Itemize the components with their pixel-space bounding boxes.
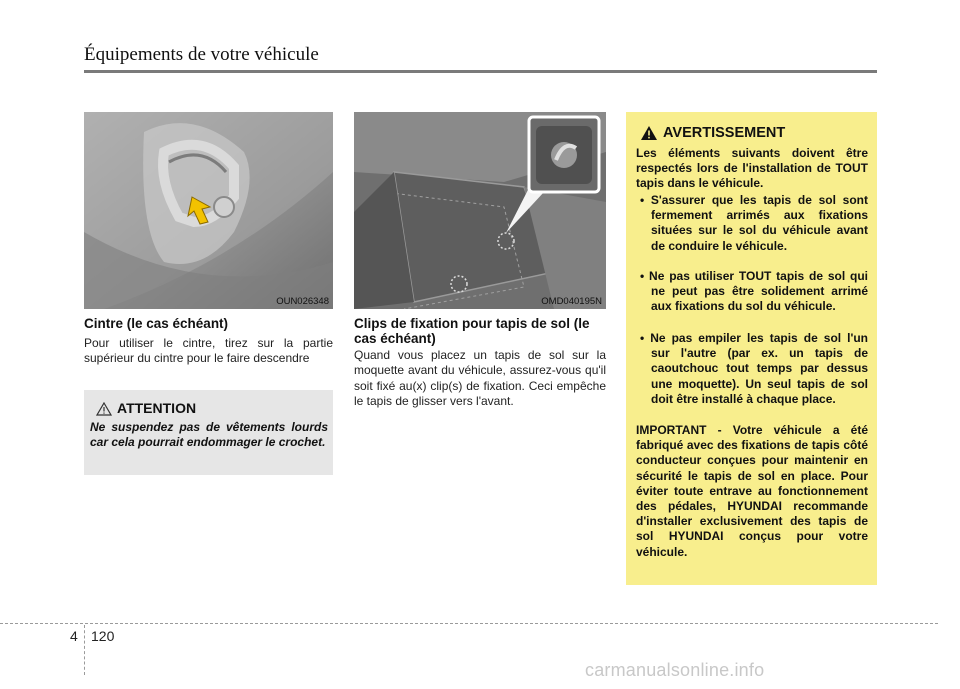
warning-bullet-1: • S'assurer que les tapis de sol sont fermement arrimés aux fixations situées sur le sol du véhicule avant de conduire le véhicule. [640, 193, 868, 253]
section-title-hanger: Cintre (le cas échéant) [84, 316, 229, 331]
page-header-title: Équipements de votre véhicule [84, 44, 319, 65]
warning-box [626, 112, 877, 585]
section-title-floor-mat: Clips de fixation pour tapis de sol (le cas échéant) [354, 316, 590, 346]
footer-vertical-divider [84, 625, 85, 675]
coat-hanger-photo [84, 112, 333, 309]
footer-divider [0, 623, 938, 624]
chapter-number: 4 [70, 628, 78, 644]
warning-title: AVERTISSEMENT [663, 125, 786, 141]
page-number: 120 [91, 628, 115, 644]
attention-title: ATTENTION [117, 400, 197, 416]
caution-triangle-icon [96, 402, 112, 416]
warning-bullet-2: • Ne pas utiliser TOUT tapis de sol qui ne peut pas être solidement arrimé aux fixations du sol du véhicule. [640, 269, 868, 314]
warning-important: IMPORTANT - Votre véhicule a été fabriqué avec des fixations de tapis côté conducteur conçues pour maintenir en sécurité le tapis de sol en place. Pour éviter toute entrave au fonctionnement des pédales, HYUNDAI recommande d'installer exclusivement des tapis de sol HYUNDAI conçus pour votre véhicule. [636, 423, 868, 559]
section-body-floor-mat: Quand vous placez un tapis de sol sur la moquette avant du véhicule, assurez-vous qu'il soit fixé au(x) clip(s) de fixation. Ceci empêche le tapis de glisser vers l'avant. [354, 348, 606, 408]
warning-bullet-3: • Ne pas empiler les tapis de sol l'un sur l'autre (par ex. un tapis de caoutchouc tout temps par dessus une moquette). Un seul tapis de sol doit être installé à chaque place. [640, 331, 868, 406]
warning-intro: Les éléments suivants doivent être respectés lors de l'installation de TOUT tapis dans le véhicule. [636, 146, 868, 191]
section-body-hanger: Pour utiliser le cintre, tirez sur la partie supérieur du cintre pour le faire descendre [84, 336, 333, 366]
photo-code-middle: OMD040195N [541, 296, 602, 307]
floor-mat-clip-photo [354, 112, 606, 309]
header-rule [84, 70, 877, 73]
warning-triangle-icon [640, 125, 658, 141]
attention-body: Ne suspendez pas de vêtements lourds car cela pourrait endommager le crochet. [90, 420, 328, 449]
watermark: carmanualsonline.info [585, 660, 765, 680]
attention-box [84, 390, 333, 475]
photo-code-left: OUN026348 [276, 296, 329, 307]
